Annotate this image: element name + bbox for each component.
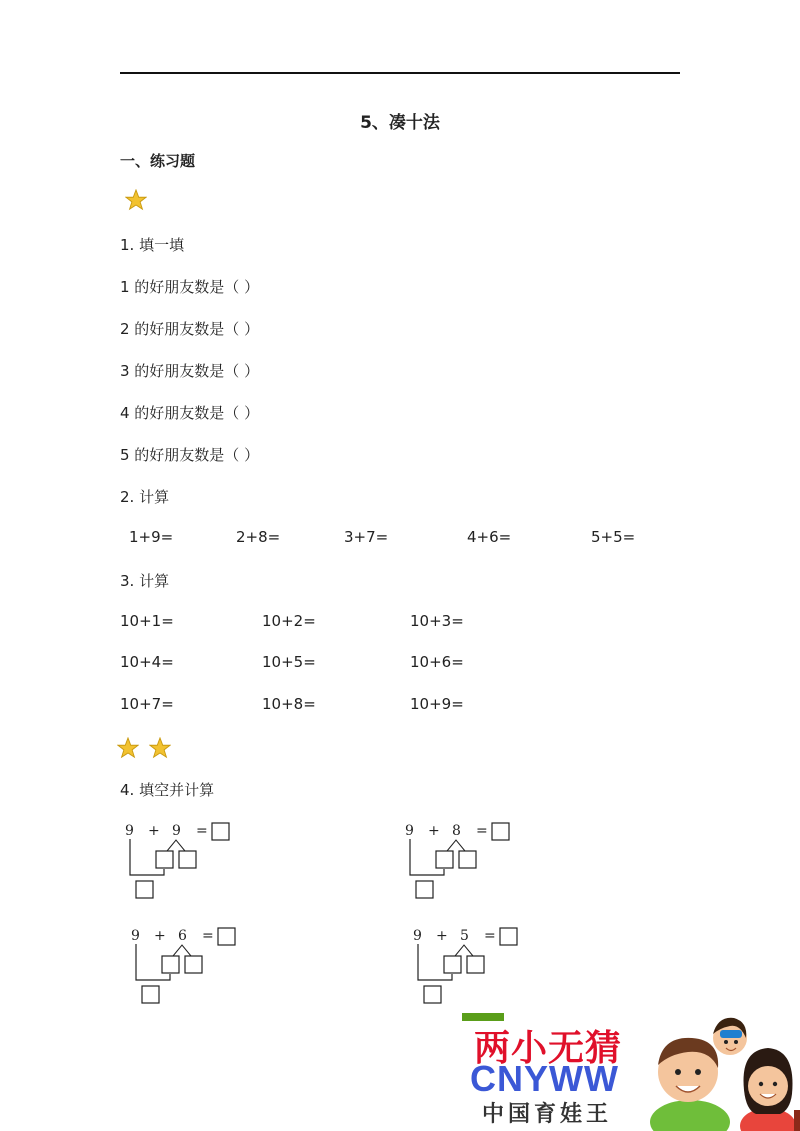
q3-item: 10+1= bbox=[120, 612, 174, 630]
split-box[interactable] bbox=[162, 956, 179, 973]
split-box[interactable] bbox=[185, 956, 202, 973]
q3-item: 10+7= bbox=[120, 695, 174, 713]
sum-ten-box[interactable] bbox=[416, 881, 433, 898]
split-box[interactable] bbox=[467, 956, 484, 973]
q3-item: 10+9= bbox=[410, 695, 464, 713]
section-heading: 一、练习题 bbox=[120, 152, 196, 170]
diagram-addend-b: 6 bbox=[178, 928, 187, 944]
header-rule bbox=[120, 72, 680, 74]
q3-item: 10+8= bbox=[262, 695, 316, 713]
diagram-operator: + bbox=[428, 823, 440, 839]
diagram-operator: + bbox=[436, 928, 448, 944]
q2-item: 1+9= bbox=[129, 528, 174, 546]
logo-text-en: CNYWW bbox=[470, 1058, 619, 1099]
answer-box[interactable] bbox=[500, 928, 517, 945]
diagram-equals: = bbox=[484, 928, 496, 944]
q3-item: 10+5= bbox=[262, 653, 316, 671]
q1-line: 3 的好朋友数是（ ） bbox=[120, 362, 260, 380]
q3-item: 10+6= bbox=[410, 653, 464, 671]
question-1-title: 1. 填一填 bbox=[120, 236, 185, 254]
diagram-addend-a: 9 bbox=[131, 928, 140, 944]
split-box[interactable] bbox=[179, 851, 196, 868]
diagram-operator: + bbox=[154, 928, 166, 944]
question-3-title: 3. 计算 bbox=[120, 572, 170, 590]
q2-item: 2+8= bbox=[236, 528, 281, 546]
q1-line: 5 的好朋友数是（ ） bbox=[120, 446, 260, 464]
make-ten-diagram bbox=[118, 815, 238, 905]
q1-line: 4 的好朋友数是（ ） bbox=[120, 404, 260, 422]
q3-item: 10+3= bbox=[410, 612, 464, 630]
diagram-addend-a: 9 bbox=[125, 823, 134, 839]
star-icon bbox=[117, 737, 139, 759]
q2-item: 5+5= bbox=[591, 528, 636, 546]
diagram-equals: = bbox=[202, 928, 214, 944]
diagram-addend-b: 5 bbox=[460, 928, 469, 944]
q1-line: 2 的好朋友数是（ ） bbox=[120, 320, 260, 338]
make-ten-diagram bbox=[406, 920, 526, 1010]
q3-item: 10+2= bbox=[262, 612, 316, 630]
diagram-equals: = bbox=[196, 823, 208, 839]
sum-ten-box[interactable] bbox=[136, 881, 153, 898]
logo-text-sub: 中国育娃王 bbox=[482, 1102, 613, 1127]
split-box[interactable] bbox=[444, 956, 461, 973]
diagram-addend-a: 9 bbox=[405, 823, 414, 839]
diagram-addend-a: 9 bbox=[413, 928, 422, 944]
split-box[interactable] bbox=[459, 851, 476, 868]
diagram-addend-b: 9 bbox=[172, 823, 181, 839]
q3-item: 10+4= bbox=[120, 653, 174, 671]
answer-box[interactable] bbox=[218, 928, 235, 945]
make-ten-diagram bbox=[124, 920, 244, 1010]
logo-text-main: 两小无猜 bbox=[474, 1028, 623, 1069]
q2-item: 3+7= bbox=[344, 528, 389, 546]
star-icon bbox=[149, 737, 171, 759]
q2-item: 4+6= bbox=[467, 528, 512, 546]
split-box[interactable] bbox=[156, 851, 173, 868]
diagram-operator: + bbox=[148, 823, 160, 839]
page-title: 5、凑十法 bbox=[360, 113, 440, 133]
make-ten-diagram bbox=[398, 815, 518, 905]
diagram-addend-b: 8 bbox=[452, 823, 461, 839]
star-icon bbox=[125, 189, 147, 211]
question-4-title: 4. 填空并计算 bbox=[120, 781, 215, 799]
answer-box[interactable] bbox=[212, 823, 229, 840]
answer-box[interactable] bbox=[492, 823, 509, 840]
cartoon-family-illustration bbox=[640, 1010, 800, 1131]
split-box[interactable] bbox=[436, 851, 453, 868]
sum-ten-box[interactable] bbox=[142, 986, 159, 1003]
sum-ten-box[interactable] bbox=[424, 986, 441, 1003]
diagram-equals: = bbox=[476, 823, 488, 839]
q1-line: 1 的好朋友数是（ ） bbox=[120, 278, 260, 296]
question-2-title: 2. 计算 bbox=[120, 488, 170, 506]
